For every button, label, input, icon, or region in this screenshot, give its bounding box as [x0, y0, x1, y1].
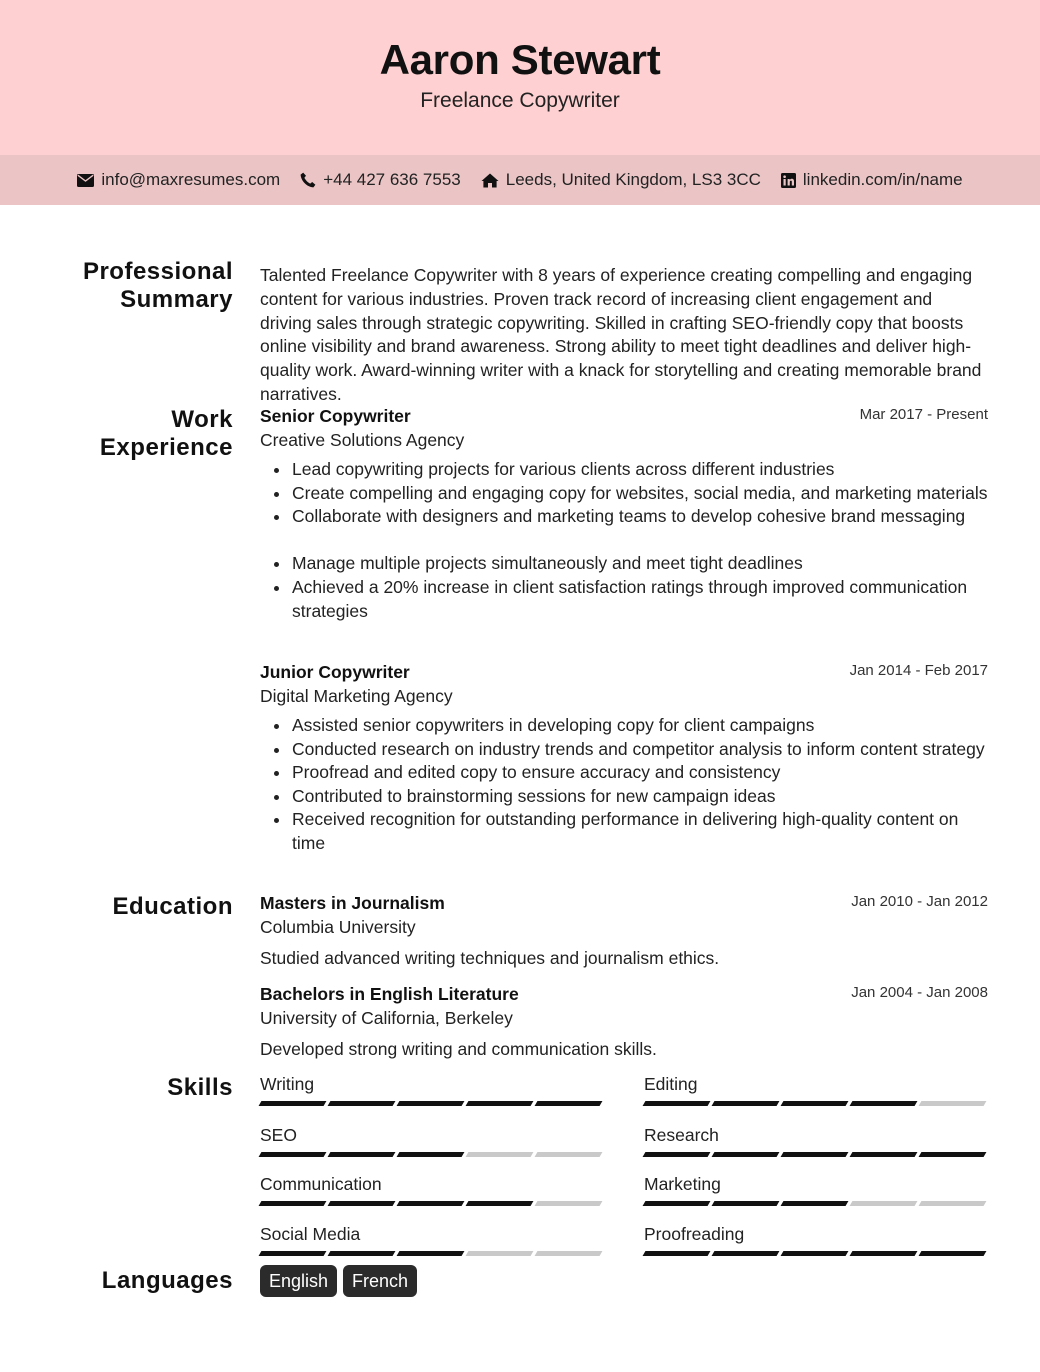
- education-date: Jan 2010 - Jan 2012: [851, 893, 988, 910]
- skill-segment-empty: [535, 1201, 603, 1206]
- skill-name: Marketing: [644, 1174, 721, 1194]
- section-title-summary: Professional Summary: [82, 258, 233, 313]
- job-date: Jan 2014 - Feb 2017: [849, 662, 988, 679]
- education-entry: [260, 893, 988, 970]
- contact-bar: [0, 155, 1040, 205]
- location-text: Leeds, United Kingdom, LS3 3CC: [505, 170, 761, 189]
- skill-segment-empty: [919, 1101, 987, 1106]
- list-item: Assisted senior copywriters in developing copy for client campaigns: [260, 714, 988, 738]
- skill-segment-filled: [328, 1251, 396, 1256]
- skill-segment-filled: [535, 1101, 603, 1106]
- skill-segment-filled: [259, 1101, 327, 1106]
- skill-segment-empty: [466, 1251, 534, 1256]
- phone-icon: [300, 172, 316, 188]
- skill-segment-filled: [328, 1201, 396, 1206]
- home-icon: [481, 173, 499, 188]
- email-text: info@maxresumes.com: [101, 170, 281, 189]
- section-title-experience: Work Experience: [99, 406, 233, 461]
- skill-segment-empty: [850, 1201, 918, 1206]
- skill-segment-filled: [919, 1251, 987, 1256]
- list-item: Create compelling and engaging copy for websites, social media, and marketing materials: [260, 482, 988, 506]
- skill-item: [260, 1074, 604, 1096]
- experience-entry: [260, 406, 988, 623]
- skill-segment-filled: [850, 1152, 918, 1157]
- list-item: Conducted research on industry trends and competitor analysis to inform content strategy: [260, 738, 988, 762]
- skill-segment-filled: [643, 1152, 711, 1157]
- education-description: Developed strong writing and communication skills.: [260, 1039, 657, 1059]
- education-entry: [260, 984, 988, 1061]
- skill-segment-filled: [397, 1101, 465, 1106]
- skill-item: [260, 1174, 604, 1196]
- linkedin-text: linkedin.com/in/name: [802, 170, 963, 189]
- skill-name: Editing: [644, 1074, 698, 1094]
- skill-item: [260, 1125, 604, 1147]
- skill-segment-filled: [712, 1101, 780, 1106]
- skill-segment-filled: [259, 1251, 327, 1256]
- skill-level-bar: [644, 1251, 985, 1256]
- skill-level-bar: [260, 1201, 601, 1206]
- list-item: Manage multiple projects simultaneously and meet tight deadlines: [260, 552, 988, 576]
- skill-segment-filled: [712, 1152, 780, 1157]
- skill-segment-empty: [466, 1152, 534, 1157]
- experience-entry: [260, 662, 988, 856]
- skill-segment-filled: [919, 1152, 987, 1157]
- skill-segment-filled: [643, 1101, 711, 1106]
- list-item: Lead copywriting projects for various clients across different industries: [260, 458, 988, 482]
- degree-title: Bachelors in English Literature: [260, 984, 519, 1004]
- skill-name: Communication: [260, 1174, 382, 1194]
- linkedin-icon: [781, 173, 796, 188]
- section-title-languages: Languages: [101, 1267, 233, 1294]
- skill-segment-filled: [850, 1101, 918, 1106]
- skill-segment-filled: [712, 1251, 780, 1256]
- skill-segment-filled: [328, 1101, 396, 1106]
- skill-level-bar: [644, 1201, 985, 1206]
- contact-linkedin[interactable]: [781, 170, 963, 190]
- list-item: Contributed to brainstorming sessions for new campaign ideas: [260, 785, 988, 809]
- skill-item: [644, 1125, 988, 1147]
- languages-list: [260, 1265, 417, 1297]
- skill-item: [644, 1174, 988, 1196]
- list-item: Received recognition for outstanding performance in delivering high-quality content on time: [260, 808, 988, 855]
- skill-segment-filled: [259, 1201, 327, 1206]
- job-title: Junior Copywriter: [260, 662, 410, 682]
- skill-segment-filled: [643, 1251, 711, 1256]
- skill-segment-filled: [781, 1251, 849, 1256]
- job-company: Digital Marketing Agency: [260, 686, 453, 706]
- skill-segment-filled: [781, 1152, 849, 1157]
- skill-name: SEO: [260, 1125, 297, 1145]
- candidate-title: Freelance Copywriter: [420, 89, 620, 112]
- education-description: Studied advanced writing techniques and journalism ethics.: [260, 948, 720, 968]
- list-item: Proofread and edited copy to ensure accuracy and consistency: [260, 761, 988, 785]
- job-company: Creative Solutions Agency: [260, 430, 465, 450]
- skill-segment-filled: [397, 1251, 465, 1256]
- resume-header: [0, 0, 1040, 155]
- candidate-name: Aaron Stewart: [379, 36, 661, 83]
- skill-segment-filled: [466, 1201, 534, 1206]
- skill-segment-empty: [919, 1201, 987, 1206]
- language-badge: English: [260, 1265, 337, 1297]
- skill-segment-filled: [781, 1101, 849, 1106]
- skill-level-bar: [260, 1152, 601, 1157]
- skill-segment-filled: [712, 1201, 780, 1206]
- skill-segment-empty: [535, 1152, 603, 1157]
- envelope-icon: [77, 174, 94, 187]
- skill-segment-filled: [259, 1152, 327, 1157]
- contact-phone[interactable]: [300, 170, 461, 190]
- school-name: University of California, Berkeley: [260, 1008, 513, 1028]
- skill-segment-filled: [643, 1201, 711, 1206]
- skill-name: Social Media: [260, 1224, 361, 1244]
- skill-segment-filled: [466, 1101, 534, 1106]
- skill-segment-filled: [328, 1152, 396, 1157]
- skill-segment-filled: [850, 1251, 918, 1256]
- job-title: Senior Copywriter: [260, 406, 411, 426]
- contact-location: [481, 170, 761, 190]
- language-badge: French: [343, 1265, 417, 1297]
- job-bullets: [260, 458, 988, 623]
- skill-level-bar: [644, 1152, 985, 1157]
- school-name: Columbia University: [260, 917, 416, 937]
- skill-level-bar: [260, 1251, 601, 1256]
- skill-name: Research: [644, 1125, 719, 1145]
- education-date: Jan 2004 - Jan 2008: [851, 984, 988, 1001]
- skill-segment-filled: [397, 1152, 465, 1157]
- skill-item: [644, 1074, 988, 1096]
- skill-name: Proofreading: [644, 1224, 745, 1244]
- job-date: Mar 2017 - Present: [859, 406, 988, 423]
- skill-item: [260, 1224, 604, 1246]
- phone-text: +44 427 636 7553: [323, 170, 461, 189]
- list-item: Collaborate with designers and marketing teams to develop cohesive brand messaging: [260, 505, 988, 529]
- section-title-skills: Skills: [167, 1074, 233, 1101]
- job-bullets: [260, 714, 988, 856]
- skill-segment-filled: [397, 1201, 465, 1206]
- degree-title: Masters in Journalism: [260, 893, 445, 913]
- contact-email[interactable]: [77, 170, 280, 190]
- skill-item: [644, 1224, 988, 1246]
- list-item: Achieved a 20% increase in client satisfaction ratings through improved communication strategies: [260, 576, 988, 623]
- skill-segment-empty: [535, 1251, 603, 1256]
- skill-segment-filled: [781, 1201, 849, 1206]
- skill-level-bar: [644, 1101, 985, 1106]
- section-title-education: Education: [112, 893, 233, 920]
- skill-name: Writing: [260, 1074, 315, 1094]
- skill-level-bar: [260, 1101, 601, 1106]
- summary-text: Talented Freelance Copywriter with 8 years of experience creating compelling and engaging content for various industries. Proven track record of increasing client engagement and driving sales through strategic copywriting. Skilled in crafting SEO-friendly copy that boosts online visibility and brand awareness. Strong ability to meet tight deadlines and deliver high-quality work. Award-winning writer with a knack for storytelling and creating memorable brand narratives.: [260, 265, 982, 404]
